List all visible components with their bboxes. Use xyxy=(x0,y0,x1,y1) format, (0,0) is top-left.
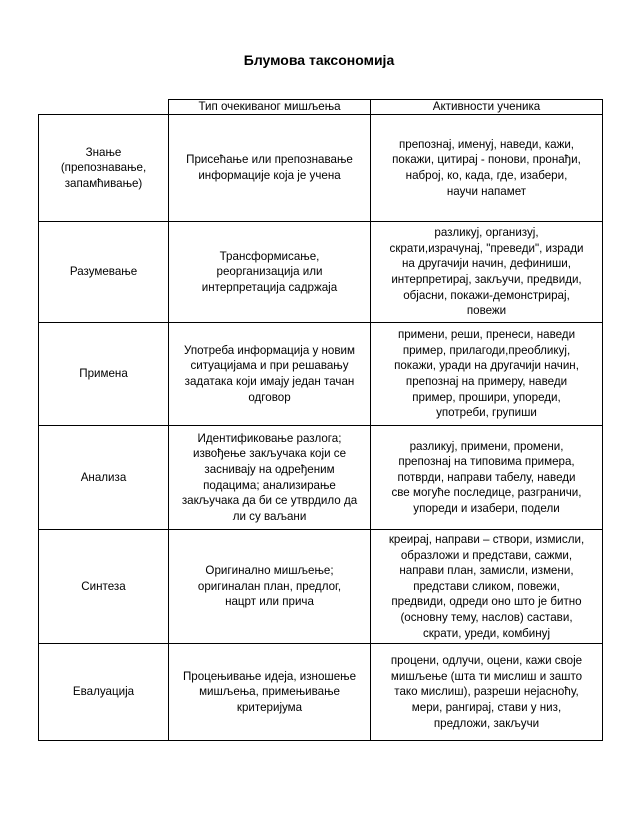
activities-cell: разликуј, организуј, скрати,израчунај, "преведи", изради на другачији начин, дефиниши, интерпретирај, закључи, предвиди, објасни, покажи-демонстрирај, повежи xyxy=(371,222,603,323)
level-cell: Анализа xyxy=(39,426,169,530)
level-cell: Разумевање xyxy=(39,222,169,323)
header-blank-cell xyxy=(39,100,169,115)
table-row xyxy=(39,644,603,741)
table-row xyxy=(39,323,603,426)
table-row xyxy=(39,222,603,323)
bloom-taxonomy-table xyxy=(38,99,603,741)
thinking-cell: Оригинално мишљење; оригиналан план, предлог, нацрт или прича xyxy=(169,530,371,644)
level-cell: Синтеза xyxy=(39,530,169,644)
table-row xyxy=(39,115,603,222)
table-row xyxy=(39,426,603,530)
activities-cell: креирај, направи – створи, измисли, образложи и представи, сажми, направи план, замисли, измени, представи сликом, повежи, предвиди, одреди оно што је битно (основну тему, наслов) састави, скрати, уреди, комбинуј xyxy=(371,530,603,644)
thinking-cell: Процењивање идеја, изношење мишљења, примењивање критеријума xyxy=(169,644,371,741)
activities-cell: разликуј, примени, промени, препознај на типовима примера, потврди, направи табелу, наведи све могуће последице, разграничи, упореди и изабери, подели xyxy=(371,426,603,530)
thinking-cell: Употреба информација у новим ситуацијама и при решавању задатака који имају један тачан одговор xyxy=(169,323,371,426)
header-student-activities: Активности ученика xyxy=(371,100,603,115)
table-row xyxy=(39,530,603,644)
thinking-cell: Идентификовање разлога; извођење закључака који се заснивају на одређеним подацима; анализирање закључака да би се утврдило да ли су ваљани xyxy=(169,426,371,530)
table-header-row xyxy=(39,100,603,115)
level-cell: Примена xyxy=(39,323,169,426)
thinking-cell: Трансформисање, реорганизација или интерпретација садржаја xyxy=(169,222,371,323)
activities-cell: примени, реши, пренеси, наведи пример, прилагоди,преобликуј, покажи, уради на другачији начин, препознај на примеру, наведи пример, прошири, упореди, употреби, групиши xyxy=(371,323,603,426)
level-cell: Знање (препознавање, запамћивање) xyxy=(39,115,169,222)
thinking-cell: Присећање или препознавање информације која је учена xyxy=(169,115,371,222)
document-title: Блумова таксономија xyxy=(243,52,395,68)
header-expected-thinking: Тип очекиваног мишљења xyxy=(169,100,371,115)
activities-cell: препознај, именуј, наведи, кажи, покажи, цитирај - понови, пронађи, наброј, ко, када, где, изабери, научи напамет xyxy=(371,115,603,222)
activities-cell: процени, одлучи, оцени, кажи своје мишљење (шта ти мислиш и зашто тако мислиш), разреши нејасноћу, мери, рангирај, стави у низ, предложи, закључи xyxy=(371,644,603,741)
level-cell: Евалуација xyxy=(39,644,169,741)
